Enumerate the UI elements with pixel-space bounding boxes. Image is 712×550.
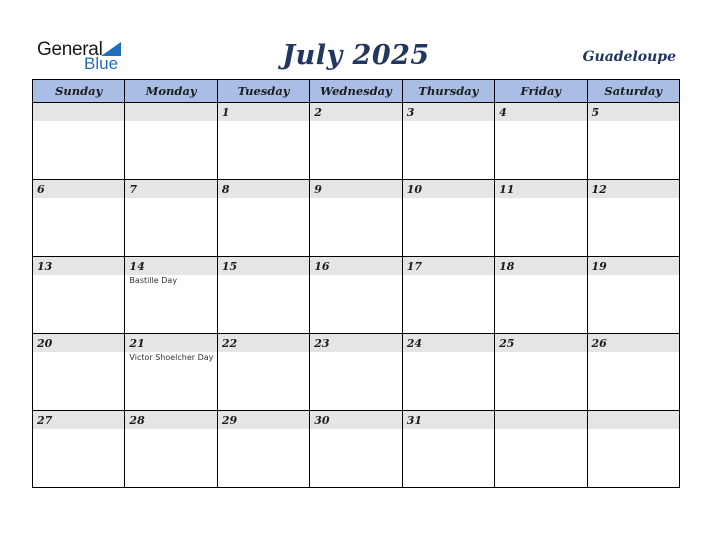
calendar-day-cell [587,103,679,180]
day-number: 17 [403,257,494,275]
holiday-label: Victor Shoelcher Day [129,353,214,362]
logo-text-blue: Blue [84,54,119,73]
day-number: 23 [310,334,401,352]
region-label: Guadeloupe [582,49,676,65]
day-number: 25 [495,334,586,352]
calendar-day-cell [310,411,402,488]
day-number: 13 [33,257,124,275]
weekday-friday: Friday [495,80,587,103]
day-number: 31 [403,411,494,429]
weekday-thursday: Thursday [402,80,494,103]
calendar-day-cell [125,411,217,488]
day-number: 9 [310,180,401,198]
weekday-header-row [33,80,680,103]
calendar-day-cell [402,257,494,334]
calendar-day-cell [402,103,494,180]
calendar-day-cell [495,334,587,411]
day-number: 10 [403,180,494,198]
day-number: 14 [125,257,216,275]
day-number: 21 [125,334,216,352]
day-number: 22 [218,334,309,352]
calendar-week-row [33,103,680,180]
day-number: 26 [588,334,679,352]
weekday-monday: Monday [125,80,217,103]
calendar-day-cell [217,334,309,411]
calendar-day-cell [310,103,402,180]
holiday-label: Bastille Day [129,276,178,285]
weekday-tuesday: Tuesday [217,80,309,103]
day-number [588,411,679,429]
day-number: 16 [310,257,401,275]
calendar-grid [32,79,680,488]
calendar-day-cell [125,180,217,257]
day-number: 6 [33,180,124,198]
logo-text-general: General [37,39,103,60]
day-number: 12 [588,180,679,198]
day-number: 18 [495,257,586,275]
day-number: 4 [495,103,586,121]
calendar-day-cell [125,103,217,180]
weekday-saturday: Saturday [587,80,679,103]
calendar-week-row [33,411,680,488]
calendar-day-cell [310,257,402,334]
day-number: 20 [33,334,124,352]
calendar-day-cell [495,103,587,180]
calendar-week-row [33,180,680,257]
day-number: 11 [495,180,586,198]
calendar-day-cell [402,180,494,257]
calendar-day-cell [33,334,125,411]
calendar-day-cell [402,411,494,488]
day-number: 1 [218,103,309,121]
calendar-day-cell [495,257,587,334]
day-number [33,103,124,121]
calendar-day-cell [33,103,125,180]
calendar-day-cell [217,103,309,180]
page-title: July 2025 [282,40,430,71]
calendar-day-cell [587,334,679,411]
day-number: 7 [125,180,216,198]
calendar-day-cell [310,180,402,257]
day-number [125,103,216,121]
calendar-day-cell [310,334,402,411]
day-number: 2 [310,103,401,121]
calendar-day-cell [33,180,125,257]
calendar-day-cell [217,257,309,334]
weekday-sunday: Sunday [33,80,125,103]
day-number: 3 [403,103,494,121]
day-number: 5 [588,103,679,121]
day-number: 19 [588,257,679,275]
calendar-day-cell [587,180,679,257]
calendar-day-cell [217,180,309,257]
calendar-day-cell [125,257,217,334]
calendar-day-cell [587,257,679,334]
day-number [495,411,586,429]
calendar-week-row [33,257,680,334]
day-number: 24 [403,334,494,352]
calendar-week-row [33,334,680,411]
calendar-day-cell [402,334,494,411]
calendar-day-cell [125,334,217,411]
calendar-day-cell [217,411,309,488]
day-number: 8 [218,180,309,198]
day-number: 29 [218,411,309,429]
calendar-day-cell [33,257,125,334]
weekday-wednesday: Wednesday [310,80,402,103]
calendar-day-cell [587,411,679,488]
day-number: 30 [310,411,401,429]
day-number: 28 [125,411,216,429]
day-number: 15 [218,257,309,275]
calendar-day-cell [33,411,125,488]
calendar-day-cell [495,411,587,488]
calendar-day-cell [495,180,587,257]
day-number: 27 [33,411,124,429]
